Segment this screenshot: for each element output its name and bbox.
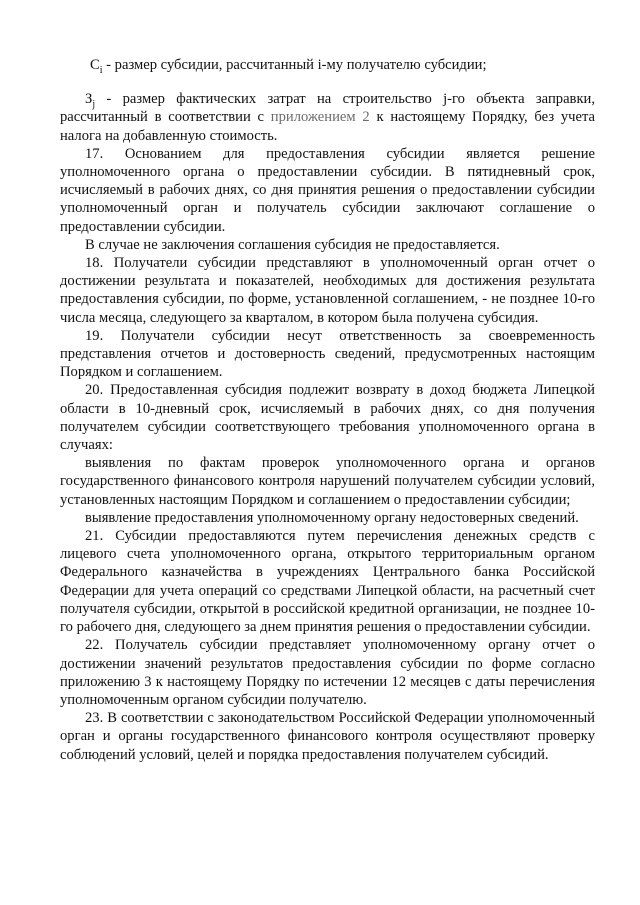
appendix-2-link[interactable]: приложением 2 <box>270 109 370 126</box>
paragraph-20: 20. Предоставленная субсидия подлежит возврату в доход бюджета Липецкой области в 10-дневный срок, исчисляемый в рабочих днях, со дня получения получателем субсидии соответствующего требования уполномоченного органа в случаях: <box>60 382 595 454</box>
paragraph-17: 17. Основанием для предоставления субсидии является решение уполномоченного органа о предоставлении субсидии. В пятидневный срок, исчисляемый в рабочих днях, со дня принятия решения о предоставлении субсидии уполномоченный орган и получатель субсидии заключают соглашение о предоставлении субсидии. <box>60 145 595 235</box>
paragraph-20-case-1: выявления по фактам проверок уполномоченного органа и органов государственного финансового контроля нарушений получателем субсидии условий, установленных настоящим Порядком и соглашением о предоставлении субсидии; <box>60 455 595 508</box>
paragraph-19: 19. Получатели субсидии несут ответственность за своевременность представления отчетов и достоверность сведений, предусмотренных настоящим Порядком и соглашением. <box>60 327 595 381</box>
paragraph-21: 21. Субсидии предоставляются путем перечисления денежных средств с лицевого счета уполномоченного органа, открытого территориальным органом Федерального казначейства в учреждениях Центрального банка Российской Федерации для учета операций со средствами Липецкой области, на расчетный счет получателя субсидии, открытой в российской кредитной организации, не позднее 10-го рабочего дня, следующего за днем принятия решения о предоставлении субсидии. <box>60 528 595 636</box>
paragraph-22: 22. Получатель субсидии представляет уполномоченному органу отчет о достижении значений результатов предоставления субсидии по форме согласно приложению 3 к настоящему Порядку по истечении 12 месяцев с даты перечисления уполномоченным органом субсидии получателю. <box>60 637 595 708</box>
document-page <box>60 56 595 764</box>
paragraph-18: 18. Получатели субсидии представляют в уполномоченный орган отчет о достижении результата и показателей, необходимых для достижения результата предоставления субсидии, по форме, установленной соглашением, - не позднее 10-го числа месяца, следующего за кварталом, в котором была получена субсидия. <box>60 255 595 326</box>
z-text-before: - размер фактических затрат на строительство j-го объекта заправки, рассчитанный в соответствии с <box>60 91 595 126</box>
z-symbol: З <box>85 91 93 108</box>
z-definition <box>60 90 595 145</box>
paragraph-23: 23. В соответствии с законодательством Российской Федерации уполномоченный орган и органы государственного финансового контроля осуществляют проверку соблюдений условий, целей и порядка предоставления получателем субсидий. <box>60 710 595 763</box>
c-subscript: i <box>99 64 103 76</box>
paragraph-17-note: В случае не заключения соглашения субсидия не предоставляется. <box>85 236 500 253</box>
c-definition <box>60 56 595 74</box>
z-subscript: j <box>92 99 96 111</box>
z-text-after: к настоящему Порядку, без учета налога на добавленную стоимость. <box>60 109 596 144</box>
c-text: - размер субсидии, рассчитанный i-му получателю субсидии; <box>102 57 487 73</box>
c-symbol: C <box>90 57 100 73</box>
paragraph-20-case-2: выявление предоставления уполномоченному органу недостоверных сведений. <box>85 509 579 526</box>
